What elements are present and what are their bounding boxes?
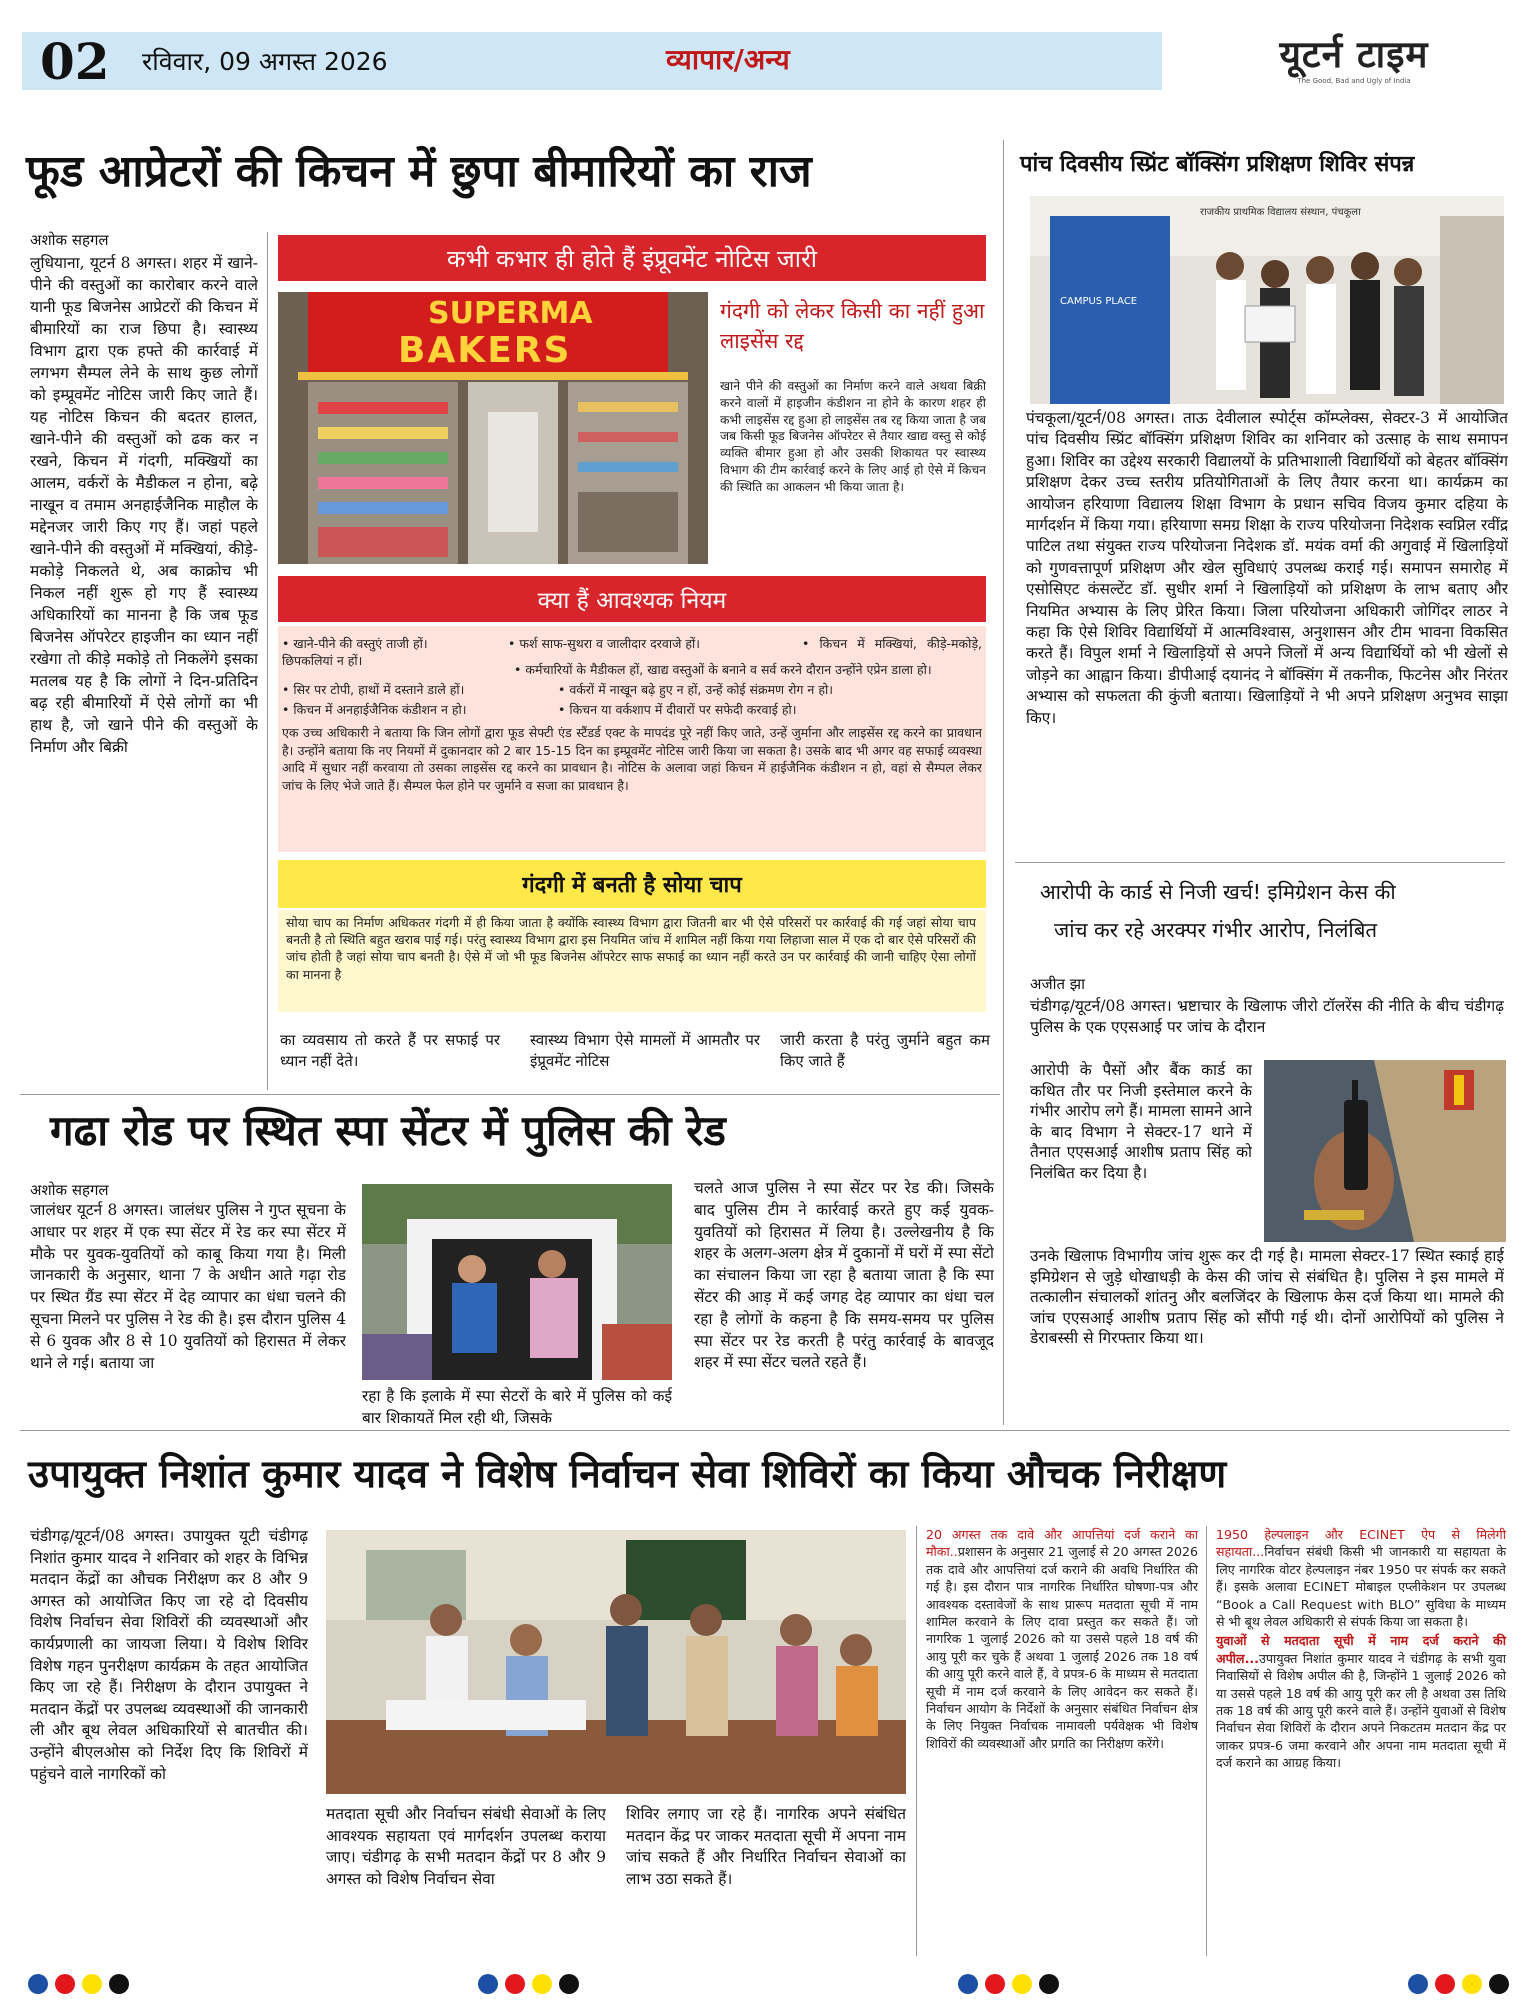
- logo-text: यूटर्न टाइम: [1279, 33, 1429, 76]
- registration-marks-1: [28, 1974, 136, 1998]
- header-date: रविवार, 09 अगस्त 2026: [142, 47, 388, 76]
- registration-dot: [505, 1974, 525, 1994]
- registration-dot: [985, 1974, 1005, 1994]
- dc-col4-body-2: उपायुक्त निशांत कुमार यादव ने चंडीगढ़ के सभी युवा निवासियों से विशेष अपील की है, जिन्होंने 1 जुलाई 2026 को या उससे पहले 18 वर्ष की आयु पूरी कर ली है अथवा उस तिथि तक 18 वर्ष की आयु पूरी करने वाले हैं। उन्होंने युवाओं से विशेष निर्वाचन सेवा शिविरों के दौरान अपने निकटतम मतदान केंद्र पर जाकर प्रपत्र-6 जमा करवाने और अपना नाम मतदाता सूची में दर्ज कराने का आग्रह किया।: [1216, 1650, 1506, 1771]
- spa-byline: अशोक सहगल: [30, 1181, 109, 1199]
- asi-headline-line-2: जांच कर रहे अरक्पर गंभीर आरोप, निलंबित: [1054, 918, 1378, 942]
- page-number: 02: [40, 32, 110, 91]
- banner-soya: [278, 860, 986, 908]
- registration-dot: [1489, 1974, 1509, 1994]
- rule-item: • वर्करों में नाखून बढ़े हुए न हों, उन्हें कोई संक्रमण रोग न हो।: [558, 682, 833, 697]
- asi-headline-line-1: आरोपी के कार्ड से निजी खर्च! इमिग्रेशन केस की: [1040, 880, 1396, 904]
- police-radio-illustration: [1264, 1060, 1506, 1242]
- food-byline: अशोक सहगल: [30, 231, 109, 249]
- dc-col4-text: [1216, 1526, 1506, 1630]
- registration-marks-3: [958, 1974, 1066, 1998]
- spa-headline: गढा रोड पर स्थित स्पा सेंटर में पुलिस की रेड: [50, 1106, 726, 1155]
- banner-improvement-notice: [278, 235, 986, 281]
- dc-col3-body: प्रशासन के अनुसार 21 जुलाई से 20 अगस्त 2026 तक दावे और आपत्तियां दर्ज कराने की अवधि निर्धारित की गई है। इस दौरान पात्र नागरिक निर्धारित घोषणा-पत्र और आवश्यक दस्तावेजों के साथ प्रारूप मतदाता सूची में नाम शामिल करवाने के लिए दावा प्रस्तुत कर सकते हैं। जो नागरिक 1 जुलाई 2026 को या उससे पहले 18 वर्ष की आयु पूरी कर चुके हैं अथवा 1 जुलाई 2026 तक 18 वर्ष की आयु पूरी करने वाले हैं, वे प्रपत्र-6 के माध्यम से मतदाता सूची में नाम दर्ज करवाने के लिए आवेदन कर सकते हैं। निर्वाचन आयोग के निर्देशों के अनुसार संबंधित निर्वाचन क्षेत्र के लिए नियुक्त निर्वाचक नामावली पर्यवेक्षक भी विशेष शिविरों की व्यवस्थाओं और प्रगति का निरीक्षण करेंगे।: [926, 1544, 1198, 1751]
- dc-col3-text: [926, 1526, 1198, 1952]
- registration-dot: [55, 1974, 75, 1994]
- registration-dot: [1012, 1974, 1032, 1994]
- registration-dot: [1408, 1974, 1428, 1994]
- masthead-logo: [1216, 34, 1492, 90]
- dc-headline: उपायुक्त निशांत कुमार यादव ने विशेष निर्वाचन सेवा शिविरों का किया औचक निरीक्षण: [28, 1452, 1227, 1497]
- spa-raid-illustration: [362, 1184, 672, 1380]
- rule-item: • किचन में अनहाईजैनिक कंडीशन न हो।: [282, 702, 467, 717]
- boxing-headline: पांच दिवसीय स्प्रिंट बॉक्सिंग प्रशिक्षण शिविर संपन्न: [1020, 152, 1415, 177]
- column-divider: [1003, 140, 1004, 1425]
- dc-body-left: चंडीगढ़/यूटर्न/08 अगस्त। उपायुक्त यूटी चंडीगढ़ निशांत कुमार यादव ने शनिवार को शहर के विभिन्न मतदान केंद्रों का औचक निरीक्षण कर 8 और 9 अगस्त को आयोजित किए जा रहे दो दिवसीय विशेष निर्वाचन सेवा शिविरों की व्यवस्थाओं और कार्यप्रणाली का जायजा लिया। ये विशेष शिविर विशेष गहन पुनरीक्षण कार्यक्रम के तहत आयोजित किए जा रहे हैं। निरीक्षण के दौरान उपायुक्त ने मतदान केंद्रों पर उपलब्ध व्यवस्थाओं की जानकारी ली और बूथ लेवल अधिकारियों से बातचीत की। उन्होंने बीएलओस को निर्देश दिए कि शिविरों में पहुंचने वाले नागरिकों को: [30, 1527, 308, 1783]
- asi-byline: अजीत झा: [1030, 975, 1086, 993]
- food-continuation-1: का व्यवसाय तो करते हैं पर सफाई पर ध्यान नहीं देते।: [280, 1031, 500, 1070]
- section-divider: [20, 1094, 1000, 1095]
- spa-body-right: चलते आज पुलिस ने स्पा सेंटर पर रेड की। जिसके बाद पुलिस टीम ने कार्रवाई करते हुए कई युवक-युवतियों को हिरासत में लिया है। उल्लेखनीय है कि शहर के अलग-अलग क्षेत्र में दुकानों में घरों में स्पा सेंटो का संचालन किया जा रहा है बताया जाता है कि स्पा सेंटर की आड़ में कई जगह देह व्यापार का धंधा चल रहा है लोगों के कहना है कि समय-समय पर पुलिस स्पा सेंटर पर रेड करती है परंतु कार्रवाई के बावजूद शहर में स्पा सेंटर चलते रहते हैं।: [694, 1179, 994, 1372]
- banner-rules-text: क्या हैं आवश्यक नियम: [537, 588, 727, 614]
- dc-col4-text-2: [1216, 1632, 1506, 1771]
- boxing-photo-banner: राजकीय प्राथमिक विद्यालय संस्थान, पंचकूला: [1200, 207, 1361, 218]
- banner-rules: [278, 576, 986, 622]
- rules-body: एक उच्च अधिकारी ने बताया कि जिन लोगों द्वारा फूड सेफ्टी एंड स्टैंडर्ड एक्ट के मापदंड पूरे नहीं किए जाते, उन्हें जुर्माना और लाइसेंस रद्द करने का प्रावधान है। उन्होंने बताया कि नए नियमों में दुकानदार को 2 बार 15-15 दिन का इम्प्रूवमेंट नोटिस जारी किया जा सकता है। उसके बाद भी अगर वह सफाई व्यवस्था आदि में सुधार नहीं करवाया तो उसका लाइसेंस रद्द करने का प्रावधान है। नोटिस के अलावा जहां किचन में हाईजैनिक कंडीशन न हो, वहां से सैम्पल लेकर जांच के लिए भेजे जाते हैं। सैम्पल फेल होने पर जुर्माने व सजा का प्रावधान है।: [282, 725, 982, 793]
- subhead-no-license-cancel: गंदगी को लेकर किसी का नहीं हुआ लाइसेंस रद्द: [720, 299, 985, 353]
- bakery-shop-photo: [278, 292, 708, 564]
- registration-dot: [1462, 1974, 1482, 1994]
- banner-improvement-text: कभी कभार ही होते हैं इंप्रूवमेंट नोटिस जारी: [447, 244, 817, 273]
- registration-dot: [1039, 1974, 1059, 1994]
- boxing-ceremony-photo: [1030, 196, 1504, 404]
- dc-col3-box: [926, 1526, 1198, 1956]
- registration-dot: [478, 1974, 498, 1994]
- section-name: व्यापार/अन्य: [666, 43, 790, 76]
- column-divider: [916, 1526, 917, 1956]
- food-continuation-2: स्वास्थ्य विभाग ऐसे मामलों में आमतौर पर इंप्रूवमेंट नोटिस: [530, 1031, 760, 1070]
- rule-item: • फर्श साफ-सुथरा व जालीदार दरवाजे हों।: [508, 636, 700, 651]
- subhead-body: खाने पीने की वस्तुओं का निर्माण करने वाले अथवा बिक्री करने वालों में हाइजीन कंडीशन ना होने के कारण शहर ही कभी लाइसेंस रद्द हुआ हो लाइसेंस तब रद्द किया जाता है जब जब किसी फूड बिजनेस ऑपरेटर से तैयार खाद्य वस्तु से कोई व्यक्ति बीमार हुआ हो और उसकी शिकायत पर स्वास्थ्य विभाग की टीम कार्रवाई करने के लिए आई हो ऐसे में किचन की स्थिति का आकलन भी किया जाता है।: [720, 379, 986, 494]
- election-inspection-photo: [326, 1530, 906, 1794]
- boxing-photo-badge: CAMPUS PLACE: [1060, 296, 1138, 307]
- registration-dot: [532, 1974, 552, 1994]
- registration-dot: [559, 1974, 579, 1994]
- asi-body-top: चंडीगढ़/यूटर्न/08 अगस्त। भ्रष्टाचार के खिलाफ जीरो टॉलरेंस की नीति के बीच चंडीगढ़ पुलिस के एक एएसआई पर जांच के दौरान: [1030, 997, 1504, 1036]
- section-divider: [1015, 862, 1505, 863]
- shop-sign-bakers: BAKERS: [398, 330, 572, 371]
- logo-tagline: The Good, Bad and Ugly of India: [1297, 77, 1411, 85]
- dc-col4-head: 1950 हेल्पलाइन और ECINET ऐप से मिलेगी सहायता...: [1216, 1527, 1506, 1560]
- registration-dot: [109, 1974, 129, 1994]
- banner-soya-text: गंदगी में बनती है सोया चाप: [522, 873, 742, 898]
- registration-dot: [82, 1974, 102, 1994]
- shop-sign-top: SUPERMA: [428, 296, 593, 331]
- food-body: लुधियाना, यूटर्न 8 अगस्त। शहर में खाने-पीने की वस्तुओं का कारोबार करने वाले यानी फूड बिजनेस आप्रेटरों की किचन में बीमारियों का राज छिपा है। स्वास्थ्य विभाग द्वारा एक हफ्ते की कार्रवाई में लगभग सैम्पल लेने के साथ कुछ लोगों को इम्प्रूवमेंट नोटिस जारी किए जाते हैं। यह नोटिस किचन की बदतर हालत, खाने-पीने की वस्तुओं को ढक कर न रखने, किचन में गंदगी, मक्खियों का आलम, वर्करों के मैडीकल न होना, बढ़े नाखून व तमाम अनहाईजैनिक माहौल के मद्देनजर जारी किए गए हैं। जहां पहले खाने-पीने की वस्तुओं में मक्खियां, कीड़े-मकोड़े निकलते थे, अब काक्रोच भी निकल नहीं शुरू हो गए हैं स्वास्थ्य अधिकारियों का मानना है कि जब फूड बिजनेस ऑपरेटर हाइजीन का ध्यान नहीं रखेगा तो कीड़े मकोड़े तो निकलेंगे इसका मतलब यह है कि लोगों ने दिन-प्रतिदिन बढ़ रही बीमारियों में ऐसे लोगों का भी हाथ है, जो खाने पीने की वस्तुओं के निर्माण और बिक्री: [30, 254, 258, 756]
- rule-item: • किचन में मक्खियां, कीड़े-मकोड़े, छिपकलियां न हों।: [282, 636, 982, 668]
- spa-body-under-photo: रहा है कि इलाके में स्पा सेटरों के बारे में पुलिस को कई बार शिकायतें मिल रही थी, जिसके: [362, 1387, 672, 1427]
- spa-raid-photo: [362, 1184, 672, 1380]
- asi-body-bottom: उनके खिलाफ विभागीय जांच शुरू कर दी गई है। मामला सेक्टर-17 स्थित स्काई हाई इमिग्रेशन से जुड़े धोखाधड़ी के केस की जांच से संबंधित है। पुलिस ने इस मामले में तत्कालीन संचालकों शांतनु और बलजिंदर के खिलाफ केस दर्ज किया था। मामले की जांच एएसआई आशीष प्रताप सिंह को सौंपी गई थी। दोनों आरोपियों को पुलिस ने डेराबस्सी से गिरफ्तार किया था।: [1030, 1247, 1504, 1347]
- registration-dot: [28, 1974, 48, 1994]
- registration-marks-4: [1408, 1974, 1516, 1998]
- column-divider: [1206, 1526, 1207, 1956]
- police-radio-photo: [1264, 1060, 1506, 1242]
- rule-item: • कर्मचारियों के मैडीकल हों, खाद्य वस्तुओं के बनाने व सर्व करने दौरान उन्होंने एप्रेन डाला हो।: [514, 662, 932, 677]
- dc-body-mid-2: शिविर लगाए जा रहे हैं। नागरिक अपने संबंधित मतदान केंद्र पर जाकर मतदाता सूची में अपना नाम जांच सकते हैं और निर्धारित निर्वाचन सेवाओं का लाभ उठा सकते हैं।: [626, 1805, 906, 1888]
- rule-item: • किचन या वर्कशाप में दीवारों पर सफेदी करवाई हो।: [558, 702, 797, 717]
- dc-body-mid-1: मतदाता सूची और निर्वाचन संबंधी सेवाओं के लिए आवश्यक सहायता एवं मार्गदर्शन उपलब्ध कराया जाए। चंडीगढ़ के सभी मतदान केंद्रों पर 8 और 9 अगस्त को विशेष निर्वाचन सेवा: [326, 1805, 606, 1888]
- rule-item: • खाने-पीने की वस्तुएं ताजी हों।: [282, 636, 428, 651]
- spa-body-left: जालंधर यूटर्न 8 अगस्त। जालंधर पुलिस ने गुप्त सूचना के आधार पर शहर में एक स्पा सेंटर में रेड कर स्पा सेंटर में मौके पर युवक-युवतियों को काबू किया गया है। मिली जानकारी के अनुसार, थाना 7 के अधीन आते गढ़ा रोड पर स्थित ग्रैंड स्पा सेंटर में देह व्यापार का धंधा चलने की सूचना मिलने पर पुलिस ने रेड की है। इस दौरान पुलिस 4 से 6 युवक और 8 से 10 युवतियों को हिरासत में लेकर थाने ले गई। बताया जा: [30, 1201, 346, 1372]
- food-headline: फूड आप्रेटरों की किचन में छुपा बीमारियों का राज: [26, 146, 812, 197]
- soya-body: सोया चाप का निर्माण अधिकतर गंदगी में ही किया जाता है क्योंकि स्वास्थ्य विभाग द्वारा जितनी बार भी ऐसे परिसरों पर कार्रवाई की गई जहां सोया चाप बनती है तो स्थिति बहुत खराब पाई गई। परंतु स्वास्थ्य विभाग द्वारा इस नियमित जांच में शामिल नहीं किया गया लिहाजा साल में एक दो बार ऐसे परिसरों की जांच होती है जहां सोया चाप बनती है। ऐसे में जो भी फूड बिजनेस ऑपरेटर साफ सफाई का ध्यान नहीं करते उन पर कार्रवाई की जानी चाहिए ऐसा लोगों का मानना है: [286, 915, 976, 982]
- dc-col4-box: [1216, 1526, 1506, 1956]
- election-inspection-illustration: [326, 1530, 906, 1794]
- column-divider: [267, 232, 268, 1090]
- section-divider: [20, 1430, 1510, 1431]
- food-continuation-3: जारी करता है परंतु जुर्माने बहुत कम किए जाते हैं: [780, 1031, 990, 1070]
- registration-marks-2: [478, 1974, 586, 1998]
- dc-col3-head: 20 अगस्त तक दावे और आपत्तियां दर्ज कराने का मौका..: [926, 1527, 1198, 1560]
- asi-body-left: आरोपी के पैसों और बैंक कार्ड का कथित तौर पर निजी इस्तेमाल करने के गंभीर आरोप लगे हैं। मामला सामने आने के बाद विभाग ने सेक्टर-17 थाने में तैनात एएसआई आशीष प्रताप सिंह को निलंबित कर दिया है।: [1030, 1061, 1252, 1182]
- dc-col4-head-2: युवाओं से मतदाता सूची में नाम दर्ज कराने की अपील...: [1216, 1633, 1506, 1666]
- registration-dot: [1435, 1974, 1455, 1994]
- dc-col4-body: निर्वाचन संबंधी किसी भी जानकारी या सहायता के लिए नागरिक वोटर हेल्पलाइन नंबर 1950 पर संपर्क कर सकते हैं। इसके अलावा ECINET मोबाइल एप्लीकेशन पर उपलब्ध “Book a Call Request with BLO” सुविधा के माध्यम से भी बूथ लेवल अधिकारी से संपर्क किया जा सकता है।: [1216, 1544, 1506, 1630]
- rule-item: • सिर पर टोपी, हाथों में दस्ताने डाले हों।: [282, 682, 465, 697]
- registration-dot: [958, 1974, 978, 1994]
- boxing-body: पंचकूला/यूटर्न/08 अगस्त। ताऊ देवीलाल स्पोर्ट्स कॉम्प्लेक्स, सेक्टर-3 में आयोजित पांच दिवसीय स्प्रिंट बॉक्सिंग प्रशिक्षण शिविर का शनिवार को उत्साह के साथ समापन हुआ। शिविर का उद्देश्य सरकारी विद्यालयों के प्रतिभाशाली विद्यार्थियों को बेहतर बॉक्सिंग प्रशिक्षण देकर उच्च स्तरीय प्रतियोगिताओं के लिए तैयार करना था। कार्यक्रम का आयोजन हरियाणा विद्यालय शिक्षा विभाग के प्रधान सचिव विजय कुमार दहिया के मार्गदर्शन में किया गया। हरियाणा समग्र शिक्षा के राज्य परियोजना निदेशक स्वप्निल रवींद्र पाटिल तथा संयुक्त राज्य परियोजना निदेशक डॉ. मयंक वर्मा की अगुवाई में खिलाड़ियों को गुणवत्तापूर्ण प्रशिक्षण और खेल सुविधाएं उपलब्ध कराई गई। समापन समारोह में एसोसिएट कंसल्टेंट डॉ. सुधीर शर्मा ने खिलाड़ियों को प्रशिक्षण के लाभ बताए और नियमित अभ्यास के लिए प्रेरित किया। जिला परियोजना अधिकारी जोगिंदर लाठर ने कहा कि ऐसे शिविर विद्यार्थियों में आत्मविश्वास, अनुशासन और टीम भावना विकसित करते हैं। विपुल शर्मा ने खिलाड़ियों से अपने जिलों में अन्य विद्यार्थियों को भी खेलों से जोड़ने का आह्वान किया। डीपीआई दयानंद ने बॉक्सिंग में तकनीक, फिटनेस और निरंतर अभ्यास को सफलता की कुंजी बताया। खिलाड़ियों ने भी अपने प्रशिक्षण अनुभव साझा किए।: [1026, 409, 1508, 727]
